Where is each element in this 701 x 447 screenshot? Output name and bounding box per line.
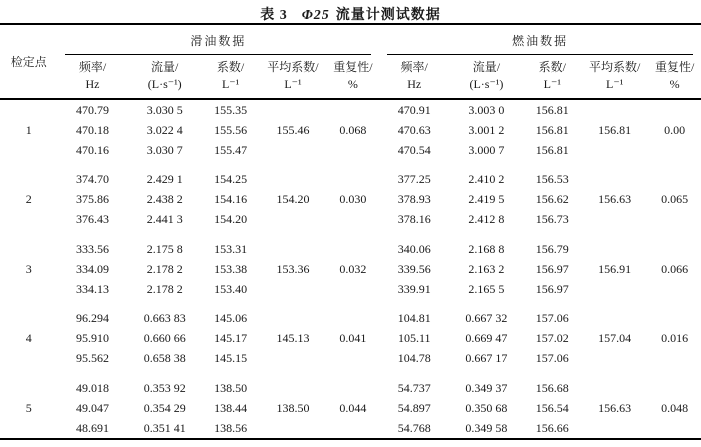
lube-rep-value: 0.044 bbox=[339, 400, 367, 415]
col-header-unit: % bbox=[347, 77, 358, 91]
col-header-lube-3 bbox=[259, 55, 326, 99]
lube-rep-value: 0.068 bbox=[339, 122, 367, 137]
col-header-label: 平均系数/ bbox=[267, 60, 319, 74]
fuel-rep-value: 0.048 bbox=[661, 400, 689, 415]
fuel-value-1: 0.349 37 bbox=[465, 380, 508, 395]
table-row bbox=[0, 369, 701, 399]
fuel-rep-value: 0.066 bbox=[661, 261, 689, 276]
fuel-value-2: 156.66 bbox=[535, 420, 569, 435]
lube-value-2: 154.25 bbox=[214, 172, 248, 186]
lube-value-1: 2.441 3 bbox=[146, 212, 183, 226]
lube-avg-value: 145.13 bbox=[276, 331, 310, 345]
col-header-label: 流量/ bbox=[151, 60, 179, 74]
lube-value-2: 155.47 bbox=[214, 142, 248, 157]
lube-value-1: 0.354 29 bbox=[143, 400, 186, 415]
col-header-fuel-4 bbox=[648, 55, 701, 99]
lube-rep-value: 0.030 bbox=[339, 192, 367, 206]
fuel-value-1: 0.667 17 bbox=[465, 351, 508, 365]
fuel-value-1: 2.419 5 bbox=[468, 192, 505, 206]
lube-value-0: 334.13 bbox=[76, 281, 110, 296]
fuel-value-0: 104.78 bbox=[397, 351, 431, 365]
lube-value-0: 96.294 bbox=[76, 311, 110, 325]
lube-value-1: 3.030 7 bbox=[146, 142, 183, 157]
col-header-unit: % bbox=[669, 77, 680, 91]
flowmeter-model: Φ25 bbox=[301, 8, 330, 23]
col-header-label: 系数/ bbox=[216, 60, 245, 74]
group-header-row bbox=[0, 24, 701, 55]
fuel-value-2: 156.68 bbox=[535, 380, 569, 395]
col-header-lube-4 bbox=[327, 55, 380, 99]
fuel-value-1: 2.410 2 bbox=[468, 172, 505, 186]
fuel-value-1: 3.000 7 bbox=[468, 142, 505, 157]
fuel-value-0: 54.897 bbox=[397, 400, 431, 415]
fuel-value-2: 156.79 bbox=[535, 241, 569, 256]
lube-value-0: 334.09 bbox=[76, 261, 110, 276]
group-label-fuel-oil: 燃油数据 bbox=[387, 25, 693, 55]
col-header-unit: L⁻¹ bbox=[221, 77, 240, 91]
lube-value-1: 2.438 2 bbox=[146, 192, 183, 206]
checkpoint-id: 1 bbox=[25, 122, 32, 137]
fuel-value-0: 339.91 bbox=[397, 281, 431, 296]
fuel-rep-value: 0.065 bbox=[661, 192, 689, 206]
col-header-unit: (L·s⁻¹) bbox=[469, 77, 504, 91]
lube-value-0: 49.018 bbox=[76, 380, 110, 395]
col-header-label: 频率/ bbox=[400, 60, 428, 74]
fuel-value-2: 156.97 bbox=[535, 261, 569, 276]
lube-value-2: 155.35 bbox=[214, 102, 248, 117]
lube-value-0: 376.43 bbox=[76, 212, 110, 226]
col-header-lube-1 bbox=[128, 55, 202, 99]
group-label-lube-oil: 滑油数据 bbox=[65, 25, 371, 55]
fuel-value-2: 157.02 bbox=[535, 331, 569, 345]
checkpoint-id: 2 bbox=[25, 192, 32, 206]
lube-rep-value: 0.041 bbox=[339, 331, 367, 345]
lube-value-2: 155.56 bbox=[214, 122, 248, 137]
fuel-value-1: 2.165 5 bbox=[468, 281, 505, 296]
lube-value-1: 3.030 5 bbox=[146, 102, 183, 117]
fuel-value-0: 340.06 bbox=[397, 241, 431, 256]
fuel-value-1: 3.003 0 bbox=[468, 102, 505, 117]
lube-value-1: 0.663 83 bbox=[143, 311, 186, 325]
checkpoint-group-2 bbox=[0, 160, 701, 230]
fuel-value-0: 378.16 bbox=[397, 212, 431, 226]
lube-value-2: 153.31 bbox=[214, 241, 248, 256]
fuel-value-0: 104.81 bbox=[397, 311, 431, 325]
fuel-value-2: 156.73 bbox=[535, 212, 569, 226]
lube-value-1: 0.351 41 bbox=[143, 420, 186, 435]
fuel-avg-value: 156.63 bbox=[598, 400, 632, 415]
checkpoint-id: 5 bbox=[25, 400, 32, 415]
fuel-value-0: 470.54 bbox=[397, 142, 431, 157]
checkpoint-id: 3 bbox=[25, 261, 32, 276]
col-header-label: 平均系数/ bbox=[589, 60, 641, 74]
table-row bbox=[0, 299, 701, 329]
table-row bbox=[0, 160, 701, 190]
fuel-value-0: 54.768 bbox=[397, 420, 431, 435]
col-header-fuel-1 bbox=[449, 55, 523, 99]
lube-avg-value: 153.36 bbox=[276, 261, 310, 276]
fuel-value-2: 157.06 bbox=[535, 351, 569, 365]
lube-rep-value: 0.032 bbox=[339, 261, 367, 276]
checkpoint-group-5 bbox=[0, 369, 701, 440]
lube-value-1: 2.429 1 bbox=[146, 172, 183, 186]
fuel-value-2: 156.81 bbox=[535, 122, 569, 137]
lube-value-1: 0.353 92 bbox=[143, 380, 186, 395]
lube-value-2: 145.17 bbox=[214, 331, 248, 345]
col-header-fuel-2 bbox=[524, 55, 581, 99]
fuel-value-0: 105.11 bbox=[397, 331, 431, 345]
corner-header: 检定点 bbox=[0, 24, 57, 99]
fuel-value-1: 2.163 2 bbox=[468, 261, 505, 276]
col-header-unit: L⁻¹ bbox=[284, 77, 302, 91]
fuel-value-2: 157.06 bbox=[535, 311, 569, 325]
col-header-fuel-0 bbox=[379, 55, 449, 99]
checkpoint-id: 4 bbox=[25, 331, 32, 345]
fuel-value-2: 156.81 bbox=[535, 142, 569, 157]
lube-value-1: 3.022 4 bbox=[146, 122, 183, 137]
col-header-unit: L⁻¹ bbox=[606, 77, 624, 91]
fuel-avg-value: 156.63 bbox=[598, 192, 632, 206]
fuel-avg-value: 156.91 bbox=[598, 261, 632, 276]
col-header-unit: Hz bbox=[85, 77, 100, 91]
fuel-value-1: 2.168 8 bbox=[468, 241, 505, 256]
col-header-lube-2 bbox=[202, 55, 259, 99]
lube-value-2: 154.20 bbox=[214, 212, 248, 226]
lube-avg-value: 154.20 bbox=[276, 192, 310, 206]
fuel-value-2: 156.62 bbox=[535, 192, 569, 206]
lube-value-2: 138.44 bbox=[214, 400, 248, 415]
lube-value-2: 145.06 bbox=[214, 311, 248, 325]
lube-value-2: 145.15 bbox=[214, 351, 248, 365]
lube-value-2: 154.16 bbox=[214, 192, 248, 206]
fuel-avg-value: 156.81 bbox=[598, 122, 632, 137]
lube-avg-value: 155.46 bbox=[276, 122, 310, 137]
col-header-label: 重复性/ bbox=[333, 60, 373, 74]
fuel-value-2: 156.54 bbox=[535, 400, 569, 415]
fuel-value-0: 377.25 bbox=[397, 172, 431, 186]
lube-value-2: 153.40 bbox=[214, 281, 248, 296]
fuel-rep-value: 0.00 bbox=[664, 122, 686, 137]
lube-avg-value: 138.50 bbox=[276, 400, 310, 415]
lube-value-1: 2.178 2 bbox=[146, 261, 183, 276]
lube-value-0: 470.18 bbox=[76, 122, 110, 137]
col-header-unit: (L·s⁻¹) bbox=[147, 77, 182, 91]
fuel-value-1: 0.349 58 bbox=[465, 420, 508, 435]
col-header-label: 系数/ bbox=[538, 60, 566, 74]
lube-value-2: 138.56 bbox=[214, 420, 248, 435]
fuel-value-2: 156.97 bbox=[535, 281, 569, 296]
checkpoint-group-1 bbox=[0, 99, 701, 160]
lube-value-0: 49.047 bbox=[76, 400, 110, 415]
fuel-rep-value: 0.016 bbox=[661, 331, 689, 345]
fuel-value-1: 0.667 32 bbox=[465, 311, 508, 325]
fuel-value-1: 3.001 2 bbox=[468, 122, 505, 137]
col-header-label: 频率/ bbox=[78, 60, 107, 74]
fuel-value-0: 470.91 bbox=[397, 102, 431, 117]
table-title-text: 流量计测试数据 bbox=[335, 8, 441, 23]
fuel-value-2: 156.81 bbox=[535, 102, 569, 117]
table-header bbox=[0, 24, 701, 99]
fuel-avg-value: 157.04 bbox=[598, 331, 632, 345]
lube-value-0: 374.70 bbox=[76, 172, 110, 186]
col-header-fuel-3 bbox=[581, 55, 648, 99]
checkpoint-group-3 bbox=[0, 230, 701, 300]
lube-value-1: 2.178 2 bbox=[146, 281, 183, 296]
column-header-row bbox=[0, 55, 701, 99]
lube-value-0: 333.56 bbox=[76, 241, 110, 256]
col-header-unit: Hz bbox=[407, 77, 422, 91]
group-header-lube-oil bbox=[57, 24, 379, 55]
lube-value-1: 2.175 8 bbox=[146, 241, 183, 256]
col-header-label: 重复性/ bbox=[654, 60, 695, 74]
col-header-unit: L⁻¹ bbox=[543, 77, 561, 91]
col-header-lube-0 bbox=[57, 55, 127, 99]
lube-value-1: 0.660 66 bbox=[143, 331, 186, 345]
lube-value-0: 95.562 bbox=[76, 351, 110, 365]
lube-value-0: 95.910 bbox=[76, 331, 110, 345]
lube-value-1: 0.658 38 bbox=[143, 351, 186, 365]
lube-value-2: 138.50 bbox=[214, 380, 248, 395]
fuel-value-1: 2.412 8 bbox=[468, 212, 505, 226]
col-header-label: 流量/ bbox=[472, 60, 501, 74]
fuel-value-1: 0.669 47 bbox=[465, 331, 508, 345]
table-number: 表 3 bbox=[260, 8, 288, 23]
fuel-value-0: 378.93 bbox=[397, 192, 431, 206]
fuel-value-1: 0.350 68 bbox=[465, 400, 508, 415]
data-table bbox=[0, 23, 701, 440]
lube-value-0: 470.79 bbox=[76, 102, 110, 117]
lube-value-0: 470.16 bbox=[76, 142, 110, 157]
table-row bbox=[0, 230, 701, 260]
table-row bbox=[0, 99, 701, 120]
fuel-value-0: 470.63 bbox=[397, 122, 431, 137]
lube-value-2: 153.38 bbox=[214, 261, 248, 276]
fuel-value-0: 54.737 bbox=[397, 380, 431, 395]
lube-value-0: 375.86 bbox=[76, 192, 110, 206]
group-header-fuel-oil bbox=[379, 24, 701, 55]
fuel-value-0: 339.56 bbox=[397, 261, 431, 276]
lube-value-0: 48.691 bbox=[76, 420, 110, 435]
table-title bbox=[0, 0, 701, 23]
checkpoint-group-4 bbox=[0, 299, 701, 369]
fuel-value-2: 156.53 bbox=[535, 172, 569, 186]
